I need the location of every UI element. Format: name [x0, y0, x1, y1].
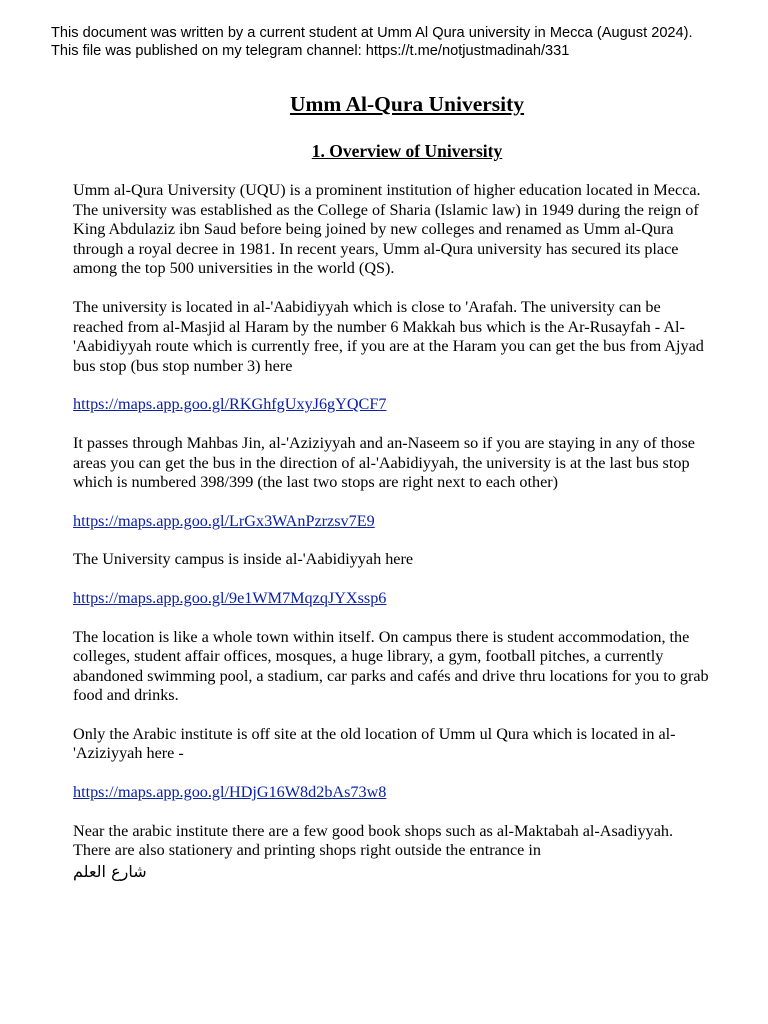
paragraph-location: The university is located in al-'Aabidiyyah which is close to 'Arafah. The university can be reached from al-Masjid al Haram by the number 6 Makkah bus which is the Ar-Rusayfah - Al-'Aabidiyyah route which is currently free, if you are at the Haram you can get the bus from Ajyad bus stop (bus stop number 3) here [73, 297, 704, 375]
document-title: Umm Al-Qura University [289, 92, 525, 116]
link-campus[interactable]: https://maps.app.goo.gl/9e1WM7MqzqJYXssp6 [73, 588, 387, 607]
paragraph-facilities: The location is like a whole town within itself. On campus there is student accommodation, the colleges, student affair offices, mosques, a huge library, a gym, football pitches, a currently abandoned swimming pool, a stadium, car parks and cafés and drive thru locations for you to grab food and drinks. [73, 627, 709, 705]
paragraph-book-shops-text: Near the arabic institute there are a few good book shops such as al-Maktabah al-Asadiyyah. There are also stationery and printing shops right outside the entrance in [73, 821, 674, 860]
document-body [73, 90, 713, 883]
link-ajyad-bus-stop[interactable]: https://maps.app.goo.gl/RKGhfgUxyJ6gYQCF7 [73, 395, 387, 414]
paragraph-book-shops [73, 822, 713, 883]
street-name-arabic: شارع العلم [73, 861, 147, 881]
link-last-bus-stop[interactable]: https://maps.app.goo.gl/LrGx3WAnPzrzsv7E9 [73, 511, 375, 530]
publication-note-line-1: This document was written by a current student at Umm Al Qura university in Mecca (August 2024). [51, 25, 693, 41]
paragraph-bus-route: It passes through Mahbas Jin, al-'Aziziyyah and an-Naseem so if you are staying in any of those areas you can get the bus in the direction of al-'Aabidiyyah, the university is at the last bus stop which is numbered 398/399 (the last two stops are right next to each other) [73, 433, 695, 492]
publication-note [51, 24, 751, 60]
publication-note-line-2: This file was published on my telegram channel: https://t.me/notjustmadinah/331 [51, 43, 570, 59]
paragraph-intro: Umm al-Qura University (UQU) is a prominent institution of higher education located in Mecca. The university was established as the College of Sharia (Islamic law) in 1949 during the reign of King Abdulaziz ibn Saud before being joined by new colleges and renamed as Umm al-Qura through a royal decree in 1981. In recent years, Umm al-Qura university has secured its place among the top 500 universities in the world (QS). [73, 181, 701, 278]
paragraph-campus: The University campus is inside al-'Aabidiyyah here [73, 550, 414, 569]
paragraph-arabic-institute: Only the Arabic institute is off site at the old location of Umm ul Qura which is located in al-'Aziziyyah here - [73, 724, 676, 763]
link-arabic-institute[interactable]: https://maps.app.goo.gl/HDjG16W8d2bAs73w8 [73, 783, 387, 802]
section-title-overview: 1. Overview of University [311, 141, 503, 161]
